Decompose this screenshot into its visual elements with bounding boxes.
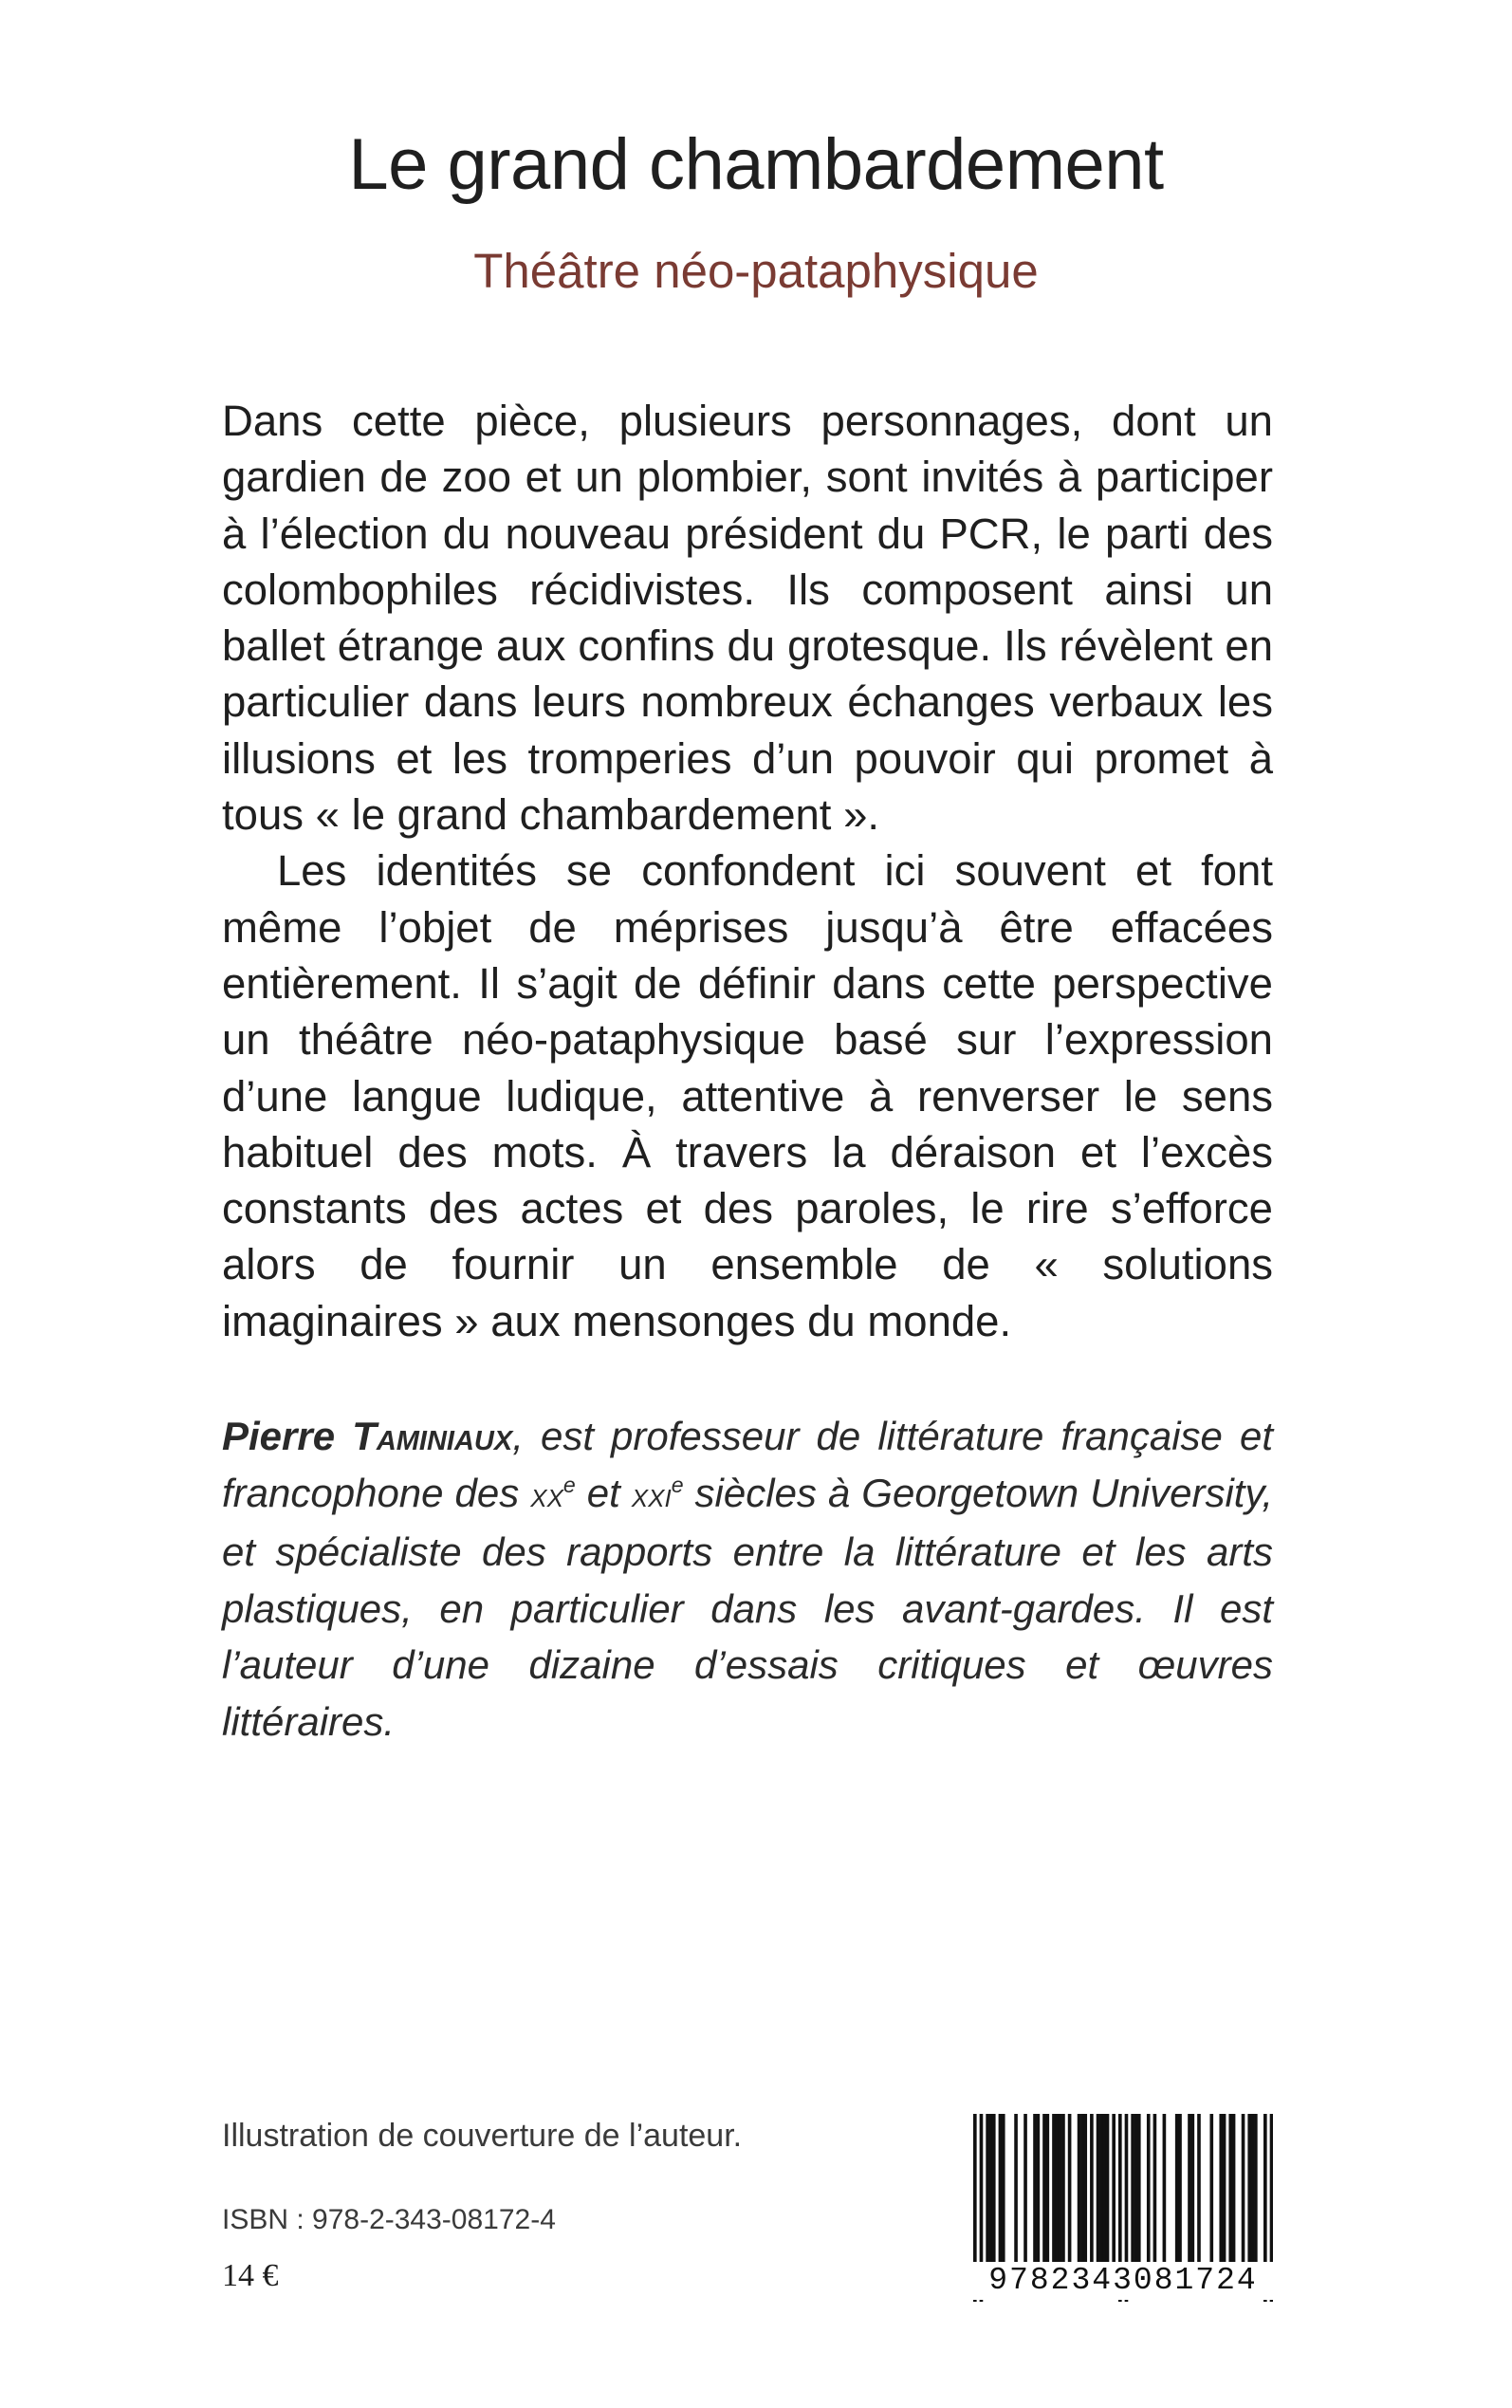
barcode-bar bbox=[1002, 2114, 1005, 2262]
barcode-bar bbox=[1223, 2114, 1226, 2262]
barcode-bar bbox=[1232, 2114, 1236, 2262]
barcode-bar bbox=[1197, 2114, 1201, 2262]
barcode-bar bbox=[1247, 2114, 1251, 2262]
century-20-suffix: e bbox=[562, 1472, 576, 1497]
book-subtitle: Théâtre néo-pataphysique bbox=[473, 244, 1039, 298]
barcode-bar bbox=[1097, 2114, 1100, 2262]
barcode-bar bbox=[1131, 2114, 1134, 2262]
barcode-bar bbox=[1251, 2114, 1255, 2262]
barcode-bar bbox=[1078, 2114, 1081, 2262]
author-last-name: Taminiaux bbox=[352, 1414, 513, 1458]
barcode-bar bbox=[1042, 2114, 1046, 2262]
price: 14 € bbox=[222, 2258, 279, 2293]
book-summary bbox=[222, 393, 1273, 1349]
century-21-suffix: e bbox=[671, 1472, 684, 1497]
summary-paragraph-1: Dans cette pièce, plusieurs personnages, dont un gardien de zoo et un plombier, sont invités à participer à l’élection du nouveau président du PCR, le parti des colombophiles récidivistes. Ils composent ainsi un ballet étrange aux confins du grotesque. Ils révèlent en particulier dans leurs nombreux échanges verbaux les illusions et les tromperies d’un pouvoir qui promet à tous « le grand chambardement ». bbox=[222, 397, 1273, 840]
barcode-bar bbox=[1219, 2114, 1223, 2262]
barcode-digits: 9782343081724 bbox=[973, 2262, 1273, 2300]
barcode-bar bbox=[1175, 2114, 1179, 2262]
bio-text-3: siècles à Georgetown University, et spécialiste des rapports entre la littérature et les arts plastiques, en particulier dans les avant-gardes. Il est l’auteur d’une dizaine d’essais critiques et œuvres littéraires. bbox=[222, 1470, 1274, 1744]
barcode-bar bbox=[1106, 2114, 1110, 2262]
author-bio bbox=[222, 1408, 1273, 1750]
barcode-bar bbox=[986, 2114, 989, 2262]
barcode-bar bbox=[1137, 2114, 1141, 2262]
barcode-bar bbox=[1068, 2114, 1072, 2262]
barcode-bar bbox=[1099, 2114, 1103, 2262]
barcode-bar bbox=[1061, 2114, 1065, 2262]
summary-paragraph-2: Les identités se confondent ici souvent et font même l’objet de méprises jusqu’à être effacées entièrement. Il s’agit de définir dans cette perspective un théâtre néo-pataphysique basé sur l’expression d’une langue ludique, attentive à renverser le sens habituel des mots. À travers la déraison et l’excès constants des actes et des paroles, le rire s’efforce alors de fournir un ensemble de « solutions imaginaires » aux mensonges du monde. bbox=[222, 846, 1273, 1345]
barcode-bar bbox=[1153, 2114, 1157, 2262]
barcode-bar bbox=[1242, 2114, 1245, 2262]
author-first-name: Pierre bbox=[222, 1414, 336, 1458]
barcode-bar bbox=[1178, 2114, 1182, 2262]
barcode-bar bbox=[1080, 2114, 1084, 2262]
century-21: xxi bbox=[631, 1474, 672, 1515]
barcode-bar bbox=[1102, 2114, 1106, 2262]
barcode-bar bbox=[1209, 2114, 1213, 2262]
barcode-bar bbox=[1228, 2114, 1232, 2262]
barcode-bar bbox=[1083, 2114, 1087, 2262]
barcode-bar bbox=[1134, 2114, 1138, 2262]
barcode-bar bbox=[1112, 2114, 1116, 2262]
barcode-bar bbox=[1014, 2114, 1018, 2262]
barcode-bar bbox=[989, 2114, 993, 2262]
barcode-bar bbox=[1188, 2114, 1191, 2262]
barcode-bar bbox=[1163, 2114, 1167, 2262]
barcode-bar bbox=[1023, 2114, 1027, 2262]
barcode-bar bbox=[1033, 2114, 1037, 2262]
illustration-credit: Illustration de couverture de l’auteur. bbox=[222, 2118, 743, 2154]
bio-text-2: et bbox=[575, 1470, 632, 1515]
barcode-bar bbox=[1191, 2114, 1195, 2262]
book-title: Le grand chambardement bbox=[348, 124, 1164, 205]
barcode-bar bbox=[1052, 2114, 1056, 2262]
isbn: ISBN : 978-2-343-08172-4 bbox=[222, 2204, 556, 2235]
barcode-bar bbox=[1254, 2114, 1258, 2262]
century-20: xx bbox=[530, 1474, 563, 1515]
barcode-bar bbox=[1147, 2114, 1151, 2262]
bio-text-1: , est professeur de littérature française et francophone des bbox=[222, 1414, 1273, 1515]
barcode-bar bbox=[1046, 2114, 1050, 2262]
barcode-bar bbox=[1059, 2114, 1062, 2262]
barcode-bar bbox=[1055, 2114, 1059, 2262]
barcode-bar bbox=[992, 2114, 996, 2262]
barcode-bar bbox=[999, 2114, 1003, 2262]
barcode-bar bbox=[1090, 2114, 1094, 2262]
barcode-bar bbox=[1037, 2114, 1041, 2262]
